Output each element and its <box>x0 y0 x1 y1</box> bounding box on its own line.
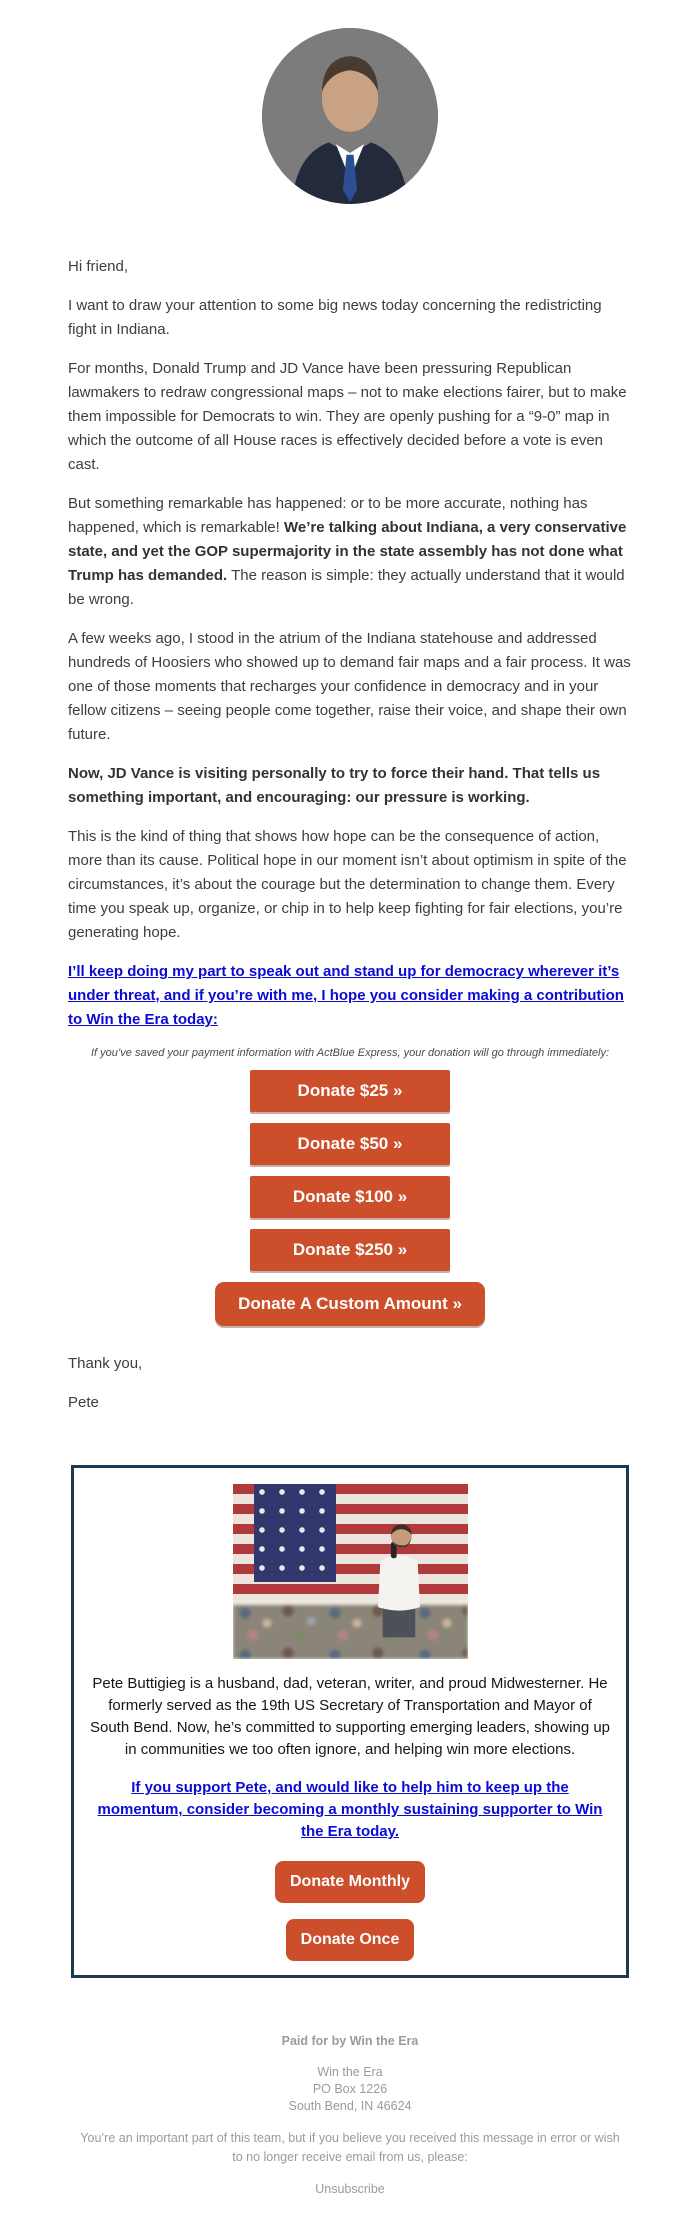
paid-for-disclaimer: Paid for by Win the Era <box>281 2034 419 2048</box>
statehouse-paragraph: A few weeks ago, I stood in the atrium of the Indiana statehouse and addressed hundreds of Hoosiers who showed up to demand fair maps and a fair process. It was one of those moments that recharges your confidence in democracy and in your fellow citizens – seeing people come together, raise their voice, and shape their own future. <box>68 630 631 743</box>
donate-monthly-button[interactable]: Donate Monthly <box>275 1861 425 1903</box>
remarkable-plain-1: But something remarkable has happened: or to be more accurate, nothing has happened, which is remarkable! <box>68 495 588 536</box>
signoff <box>68 1352 634 1415</box>
org-po-box: PO Box 1226 <box>312 2082 388 2096</box>
american-flag-canton-stars <box>254 1484 336 1582</box>
mailing-address <box>0 2064 700 2115</box>
remarkable-paragraph <box>68 492 634 612</box>
email-footer <box>0 2033 700 2198</box>
contribution-cta-link[interactable]: I’ll keep doing my part to speak out and stand up for democracy wherever it’s under threat, and if you’re with me, I hope you consider making a contribution to Win the Era today: <box>68 963 624 1028</box>
donate-100-button[interactable]: Donate $100 » <box>250 1176 450 1218</box>
hope-paragraph: This is the kind of thing that shows how hope can be the consequence of action, more than its cause. Political hope in our moment isn’t about optimism in spite of the circumstances, it’s about the courage but the determination to change them. Every time you speak up, organize, or chip in to help keep fighting for fair elections, you’re generating hope. <box>68 828 627 941</box>
org-name: Win the Era <box>317 2065 383 2079</box>
header <box>0 28 700 209</box>
redistricting-paragraph: For months, Donald Trump and JD Vance have been pressuring Republican lawmakers to redraw congressional maps – not to make elections fairer, but to make them impossible for Democrats to win. They are openly pushing for a “9-0” map in which the outcome of all House races is effectively decided before a vote is even cast. <box>68 360 627 473</box>
remarkable-plain-2: The reason is simple: they actually understand that it would be wrong. <box>68 567 625 608</box>
donate-250-button[interactable]: Donate $250 » <box>250 1229 450 1271</box>
org-city-line: South Bend, IN 46624 <box>288 2099 412 2113</box>
vance-bold: Now, JD Vance is visiting personally to try to force their hand. That tells us something important, and encouraging: our pressure is working. <box>68 765 601 806</box>
bio-card <box>71 1465 629 1978</box>
donate-button-stack <box>0 1070 700 1326</box>
pete-bio-text: Pete Buttigieg is a husband, dad, veteran, writer, and proud Midwesterner. He formerly served as the 19th US Secretary of Transportation and Mayor of South Bend. Now, he’s committed to supporting emerging leaders, showing up in communities we too often ignore, and helping win more elections. <box>89 1675 611 1758</box>
remarkable-bold: We’re talking about Indiana, a very conservative state, and yet the GOP supermajority in the state assembly has not done what Trump has demanded. <box>68 519 627 584</box>
error-disclaimer: You’re an important part of this team, but if you believe you received this message in error or wish to no longer receive email from us, please: <box>80 2131 620 2164</box>
signature-name: Pete <box>68 1394 99 1411</box>
vance-paragraph <box>68 762 634 810</box>
donate-50-button[interactable]: Donate $50 » <box>250 1123 450 1165</box>
person-portrait-icon <box>262 28 438 204</box>
pete-headshot-avatar <box>262 28 438 204</box>
donate-custom-amount-button[interactable]: Donate A Custom Amount » <box>215 1282 485 1326</box>
monthly-supporter-link[interactable]: If you support Pete, and would like to help him to keep up the momentum, consider becoming a monthly sustaining supporter to Win the Era today. <box>97 1779 603 1840</box>
intro-paragraph: I want to draw your attention to some big news today concerning the redistricting fight in Indiana. <box>68 297 602 338</box>
unsubscribe-link[interactable]: Unsubscribe <box>315 2182 385 2196</box>
contribution-cta-paragraph <box>68 960 634 1032</box>
thank-you-text: Thank you, <box>68 1355 143 1372</box>
donate-once-button[interactable]: Donate Once <box>286 1919 414 1961</box>
donate-25-button[interactable]: Donate $25 » <box>250 1070 450 1112</box>
greeting-text: Hi friend, <box>68 258 129 275</box>
actblue-express-note: If you’ve saved your payment information with ActBlue Express, your donation will go through immediately: <box>90 1047 610 1059</box>
pete-speaking-figure <box>363 1521 435 1649</box>
message-content <box>68 255 634 1032</box>
pete-rally-photo <box>233 1484 468 1659</box>
